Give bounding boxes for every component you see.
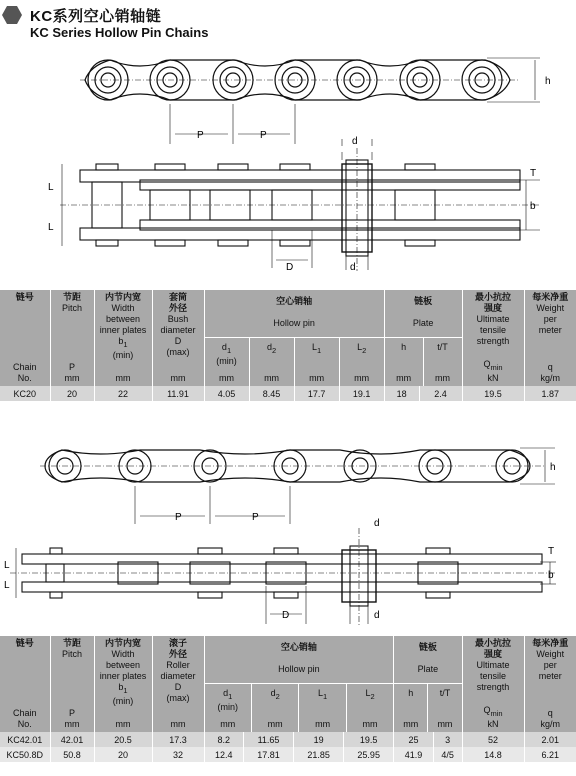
pitch-label: P [252,512,259,523]
chain-top-view-1 [0,136,576,274]
chain-side-view-2 [0,428,576,528]
l1-label: L [4,560,10,571]
b1-label: b [548,570,554,581]
diameter-label: D [282,610,290,621]
chain-top-view-2 [0,518,576,628]
col-weight: 每米净重 Weight per meter q kg/m [524,290,576,386]
height-label: h [550,462,556,473]
col-chain: 链号 Chain No. [0,636,50,732]
col-hollow-pin: 空心销轴 Hollow pin $d_1$ (min) mm $d_2$ mm $L_1$ mm $L_2$ mm [204,636,394,732]
table-row: KC42.01 42.01 20.5 17.3 8.2 11.65 19 19.5 25 3 52 2.01 [0,732,576,747]
d2-label: d [352,136,358,147]
b1-label: b [530,201,536,212]
pitch-label: P [175,512,182,523]
t-label: T [548,546,555,557]
diameter-label: D [286,262,294,273]
l2-label: L [4,580,10,591]
col-plate: 链板 Plate h mm t/T mm [384,290,462,386]
t-label: T [530,168,537,179]
col-weight: 每米净重 Weight per meter q kg/m [524,636,576,732]
col-tensile: 最小抗拉 强度 Ultimate tensile strength $Q_{min}$ kN [462,636,524,732]
col-width: 内节内宽 Width between inner plates $b_1$ (min) mm [94,290,152,386]
col-plate: 链板 Plate h mm t/T mm [394,636,462,732]
table-row: KC50.8D 50.8 20 32 12.4 17.81 21.85 25.95 41.9 4/5 14.8 6.21 [0,747,576,762]
d1-label: d [374,610,380,621]
title-english: KC Series Hollow Pin Chains [30,25,209,40]
col-roller: 滚子 外径 Roller diameter D (max) mm [152,636,204,732]
col-tensile: 最小抗拉 强度 Ultimate tensile strength $Q_{min}$ kN [462,290,524,386]
col-hollow-pin: 空心销轴 Hollow pin $d_1$ (min) mm $d_2$ mm $L_1$ mm $L_2$ mm [204,290,384,386]
d1-label: d [350,262,356,273]
col-pitch: 节距 Pitch P mm [50,636,94,732]
hexagon-icon [2,6,22,24]
page-header [0,0,576,44]
pitch-label: P [197,130,204,141]
height-label: h [545,76,551,87]
col-pitch: 节距 Pitch P mm [50,290,94,386]
table-row: KC20 20 22 11.91 4.05 8.45 17.7 19.1 18 2.4 19.5 1.87 [0,386,576,401]
title-chinese: KC系列空心销轴链 [30,8,162,25]
spec-table-2 [0,636,576,762]
l1-label: L [48,182,54,193]
l2-label: L [48,222,54,233]
col-width: 内节内宽 Width between inner plates $b_1$ (min) mm [94,636,152,732]
col-bush: 套筒 外径 Bush diameter D (max) mm [152,290,204,386]
d2-label: d [374,518,380,529]
chain-side-view-1 [0,44,576,146]
pitch-label: P [260,130,267,141]
spec-table-1 [0,290,576,401]
col-chain: 链号 Chain No. [0,290,50,386]
